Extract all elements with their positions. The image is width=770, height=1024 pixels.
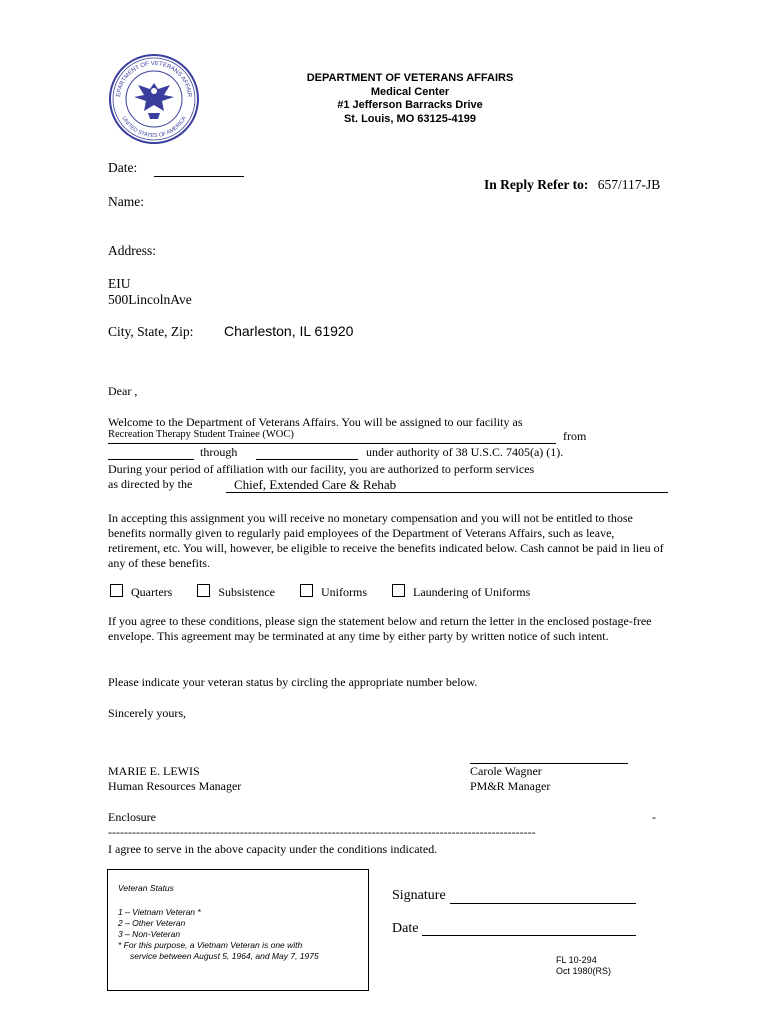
svg-text:UNITED STATES OF AMERICA: UNITED STATES OF AMERICA — [120, 115, 188, 140]
letterhead-department: DEPARTMENT OF VETERANS AFFAIRS — [306, 72, 514, 84]
reply-ref-label: In Reply Refer to: — [484, 177, 589, 192]
letterhead — [280, 72, 540, 126]
hr-name: MARIE E. LEWIS — [108, 764, 200, 778]
through-date-field[interactable] — [256, 459, 358, 460]
hr-title: Human Resources Manager — [108, 779, 242, 793]
veteran-option-3[interactable]: 3 – Non-Veteran — [118, 929, 181, 939]
address-line-2: 500LincolnAve — [108, 292, 192, 307]
date-signed-label: Date — [392, 921, 419, 936]
veteran-status-title: Veteran Status — [118, 883, 174, 893]
from-label: from — [563, 429, 587, 443]
closing: Sincerely yours, — [108, 706, 186, 720]
veteran-status-box — [107, 869, 369, 991]
supervisor-field[interactable] — [226, 477, 668, 493]
veteran-option-2[interactable]: 2 – Other Veteran — [118, 918, 186, 928]
veteran-status-instruction: Please indicate your veteran status by circling the appropriate number below. — [108, 675, 478, 689]
benefit-uniforms[interactable]: Uniforms — [300, 584, 367, 600]
address-label: Address: — [108, 243, 156, 258]
enclosure-dash: - — [652, 810, 656, 824]
affiliation-text: During your period of affiliation with our facility, you are authorized to perform services — [108, 462, 535, 476]
authority-text: under authority of 38 U.S.C. 7405(a) (1). — [366, 445, 564, 459]
agreement-paragraph: If you agree to these conditions, please sign the statement below and return the letter in the enclosed postage-free envelope. This agreement may be terminated at any time by either party by written notice of such intent. — [108, 614, 652, 643]
welcome-text: Welcome to the Department of Veterans Affairs. You will be assigned to our facility as — [108, 415, 523, 429]
enclosure-label: Enclosure — [108, 810, 156, 824]
cut-line: ----------------------------------------------------------------------------------------------------------- — [108, 825, 536, 839]
veteran-note-2: service between August 5, 1964, and May 7, 1975 — [130, 951, 319, 961]
date-label: Date: — [108, 160, 138, 175]
manager-name: Carole Wagner — [470, 764, 542, 778]
laundering-checkbox[interactable] — [392, 584, 405, 597]
from-date-field[interactable] — [108, 459, 194, 460]
address-line-1: EIU — [108, 276, 131, 291]
supervisor-value: Chief, Extended Care & Rehab — [234, 477, 397, 492]
position-field[interactable] — [108, 429, 556, 444]
directed-label: as directed by the — [108, 477, 193, 491]
uniforms-checkbox[interactable] — [300, 584, 313, 597]
form-number: FL 10-294 — [556, 955, 597, 965]
form-date: Oct 1980(RS) — [556, 966, 612, 976]
va-seal-icon — [108, 53, 200, 145]
benefit-quarters[interactable]: Quarters — [110, 584, 172, 600]
salutation: Dear , — [108, 384, 138, 398]
date-signed-field[interactable] — [422, 935, 636, 936]
letterhead-center: Medical Center — [370, 85, 450, 98]
veteran-note-1: * For this purpose, a Vietnam Veteran is one with — [118, 940, 303, 950]
agree-statement: I agree to serve in the above capacity under the conditions indicated. — [108, 842, 438, 856]
va-seal — [108, 53, 200, 145]
through-label: through — [200, 445, 238, 459]
compensation-paragraph: In accepting this assignment you will receive no monetary compensation and you will not be entitled to those benefits normally given to regularly paid employees of the Department of Veterans Affairs, such as leave, retirement, etc. You will, however, be eligible to receive the benefits indicated below. Cash cannot be paid in lieu of any of these benefits. — [108, 511, 664, 570]
position-value: Recreation Therapy Student Trainee (WOC) — [108, 429, 294, 440]
subsistence-checkbox[interactable] — [197, 584, 210, 597]
signature-label: Signature — [392, 888, 446, 903]
manager-title: PM&R Manager — [470, 779, 551, 793]
svg-text:DEPARTMENT OF VETERANS AFFAIRS: EPARTMENT OF VETERANS AFFAIR — [116, 60, 193, 98]
reply-ref — [484, 177, 660, 193]
benefits-row — [110, 584, 552, 600]
date-field[interactable] — [154, 176, 244, 177]
veteran-option-1[interactable]: 1 – Vietnam Veteran * — [118, 907, 201, 917]
city-label: City, State, Zip: — [108, 324, 194, 339]
letterhead-city: St. Louis, MO 63125-4199 — [343, 112, 477, 125]
name-label: Name: — [108, 194, 144, 209]
quarters-checkbox[interactable] — [110, 584, 123, 597]
letterhead-street: #1 Jefferson Barracks Drive — [337, 99, 483, 111]
city-value: Charleston, IL 61920 — [224, 323, 354, 339]
signature-field[interactable] — [450, 903, 636, 904]
benefit-laundering[interactable]: Laundering of Uniforms — [392, 584, 530, 600]
benefit-subsistence[interactable]: Subsistence — [197, 584, 275, 600]
reply-ref-value: 657/117-JB — [597, 177, 661, 192]
